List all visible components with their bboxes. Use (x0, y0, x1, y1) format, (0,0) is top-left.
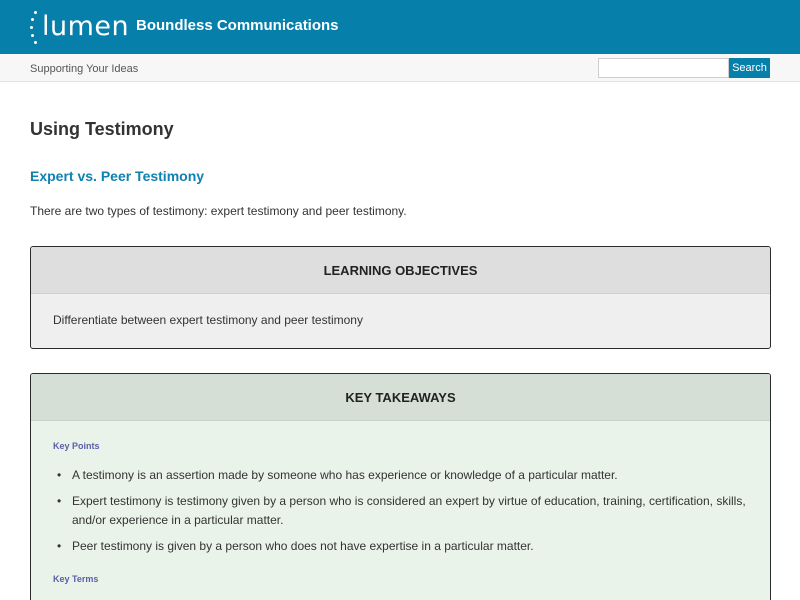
key-takeaways-box (30, 373, 771, 600)
key-points-list (53, 466, 753, 563)
logo-text: lumen (42, 11, 130, 42)
logo-dots-icon (30, 8, 42, 46)
learning-objectives-title: LEARNING OBJECTIVES (31, 247, 770, 294)
list-item: • A testimony is an assertion made by someone who has experience or knowledge of a particular matter. (53, 466, 753, 485)
tagline: Supporting Your Ideas (30, 63, 139, 75)
list-item: • Expert testimony is testimony given by a person who is considered an expert by virtue of education, training, certification, skills, and/or experience in a particular matter. (53, 492, 753, 530)
key-takeaways-title: KEY TAKEAWAYS (31, 374, 770, 421)
top-banner (0, 0, 800, 54)
search-button[interactable]: Search (729, 58, 770, 78)
key-terms-label: Key Terms (53, 574, 99, 584)
learning-objectives-box (30, 246, 771, 349)
key-points-label: Key Points (53, 441, 100, 451)
page-title: Using Testimony (30, 119, 174, 139)
search-input[interactable] (598, 58, 729, 78)
list-item: • Peer testimony is given by a person who does not have expertise in a particular matter. (53, 537, 753, 556)
intro-paragraph: There are two types of testimony: expert testimony and peer testimony. (30, 204, 407, 218)
lumen-logo[interactable] (30, 8, 130, 46)
sub-header (0, 54, 800, 82)
learning-objectives-text: Differentiate between expert testimony and peer testimony (53, 313, 363, 327)
site-title[interactable]: Boundless Communications (136, 17, 339, 34)
section-title: Expert vs. Peer Testimony (30, 168, 205, 184)
